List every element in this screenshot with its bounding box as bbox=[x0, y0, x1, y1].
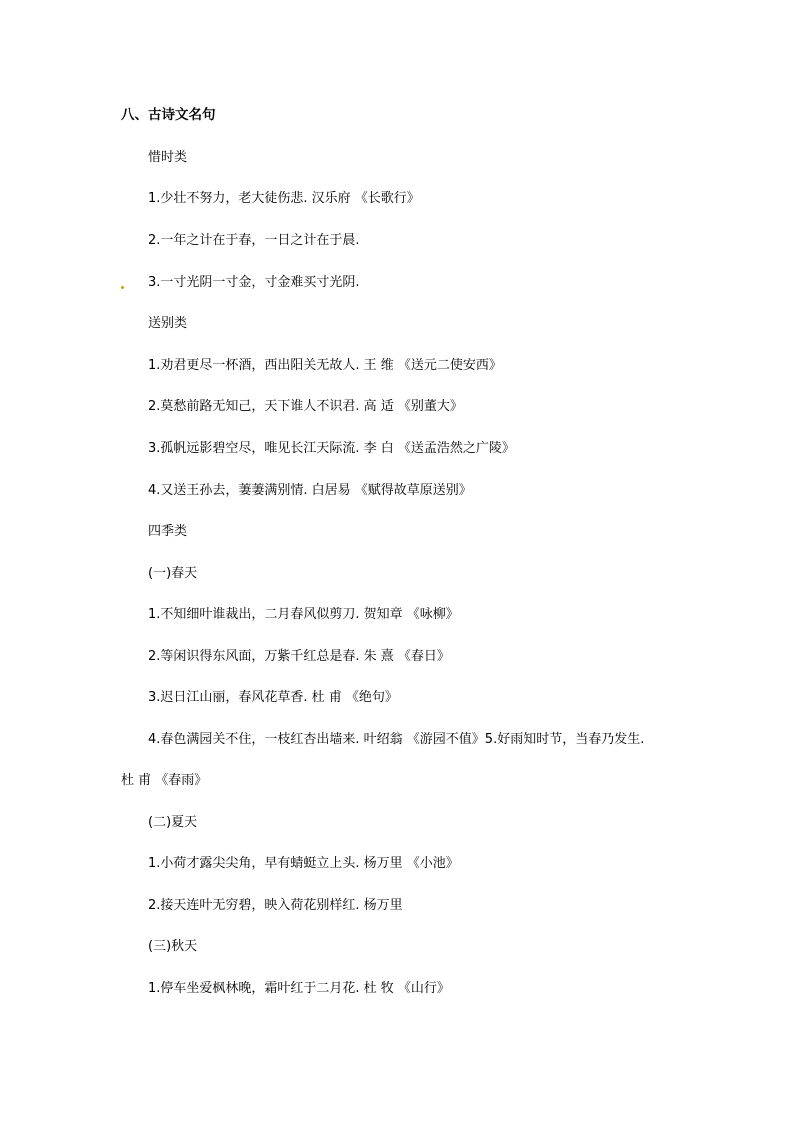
category-heading-seasons: 四季类 bbox=[148, 524, 188, 539]
poem-line-continuation: 杜 甫 《春雨》 bbox=[121, 773, 208, 788]
poem-line: 1.停车坐爱枫林晚，霜叶红于二月花. 杜 牧 《山行》 bbox=[148, 981, 450, 996]
poem-line: 4.又送王孙去，萋萋满别情. 白居易 《赋得故草原送别》 bbox=[148, 483, 472, 498]
poem-line: 2.一年之计在于春，一日之计在于晨. bbox=[148, 233, 360, 248]
poem-line: 3.一寸光阴一寸金，寸金难买寸光阴. bbox=[148, 275, 360, 290]
subheading-summer: (二)夏天 bbox=[148, 815, 198, 830]
section-title: 八、古诗文名句 bbox=[121, 107, 216, 123]
subheading-autumn: (三)秋天 bbox=[148, 939, 198, 954]
category-heading-time: 惜时类 bbox=[148, 150, 188, 165]
poem-line: 1.小荷才露尖尖角，早有蜻蜓立上头. 杨万里 《小池》 bbox=[148, 856, 459, 871]
poem-line: 3.迟日江山丽，春风花草香. 杜 甫 《绝句》 bbox=[148, 690, 398, 705]
subheading-spring: (一)春天 bbox=[148, 566, 198, 581]
poem-line: 2.接天连叶无穷碧，映入荷花别样红. 杨万里 bbox=[148, 898, 403, 913]
poem-line: 3.孤帆远影碧空尽，唯见长江天际流. 李 白 《送孟浩然之广陵》 bbox=[148, 441, 515, 456]
poem-line: 1.不知细叶谁裁出，二月春风似剪刀. 贺知章 《咏柳》 bbox=[148, 607, 459, 622]
poem-line: 1.劝君更尽一杯酒，西出阳关无故人. 王 维 《送元二使安西》 bbox=[148, 358, 502, 373]
category-heading-farewell: 送别类 bbox=[148, 316, 188, 331]
poem-line: 1.少壮不努力，老大徒伤悲. 汉乐府 《长歌行》 bbox=[148, 191, 420, 206]
poem-line: 2.等闲识得东风面，万紫千红总是春. 朱 熹 《春日》 bbox=[148, 649, 450, 664]
poem-line: 2.莫愁前路无知己，天下谁人不识君. 高 适 《别董大》 bbox=[148, 399, 463, 414]
stray-mark bbox=[121, 286, 124, 289]
poem-line: 4.春色满园关不住，一枝红杏出墙来. 叶绍翁 《游园不值》5.好雨知时节，当春乃发生. bbox=[148, 732, 645, 747]
